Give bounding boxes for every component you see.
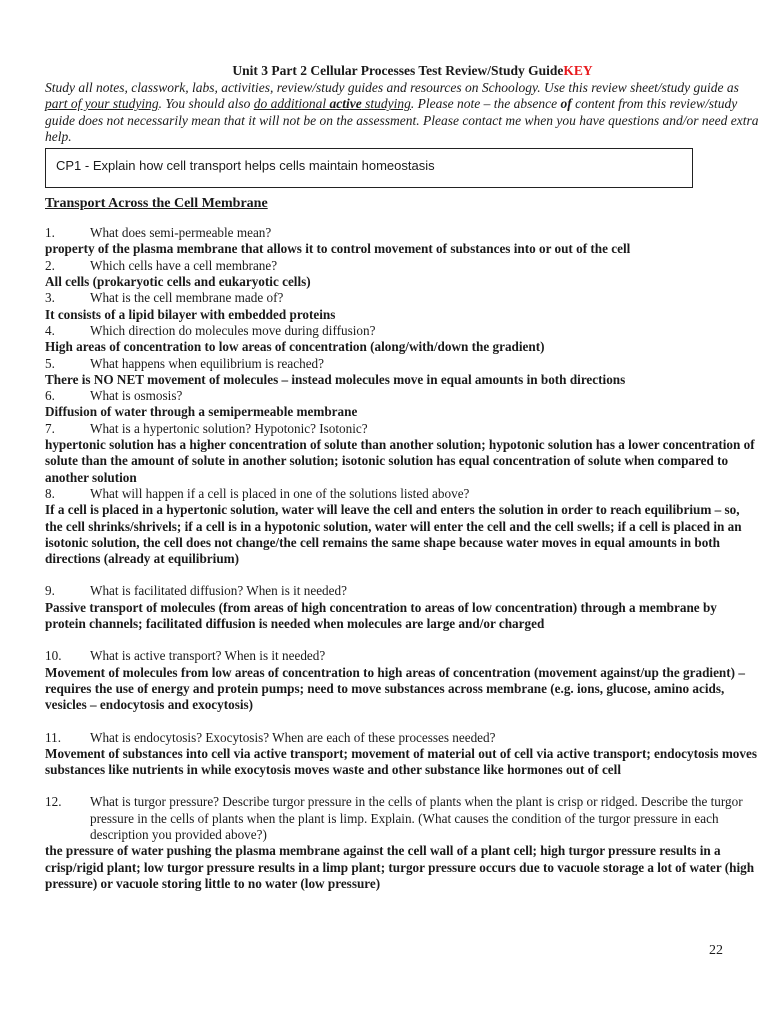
- question-item: [45, 388, 760, 421]
- question-item: [45, 486, 760, 567]
- question-number: 1.: [45, 225, 55, 241]
- document-title: [45, 63, 760, 79]
- question-item: [45, 794, 760, 892]
- question-number: 9.: [45, 583, 55, 599]
- question-number: 10.: [45, 648, 62, 664]
- question-list: [45, 225, 760, 892]
- intro-underlined: studying: [361, 96, 411, 112]
- question-item: [45, 648, 760, 713]
- answer: If a cell is placed in a hypertonic solution, water will leave the cell and enters the solution in order to reach equilibrium – so, the cell shrinks/shrivels; if a cell is in a hypotonic solution, water will enter the cell and the cell swells; if a cell is placed in an isotonic solution, the cell does not change/the cell remains the same shape because water moves in equal amounts in both directions (already at equilibrium): [45, 502, 742, 567]
- question-item: [45, 730, 760, 779]
- title-text: Unit 3 Part 2 Cellular Processes Test Review/Study Guide: [232, 63, 564, 78]
- question: [45, 421, 760, 437]
- question-text: Which direction do molecules move during diffusion?: [90, 322, 376, 338]
- answer: Movement of substances into cell via active transport; movement of material out of cell via active transport; endocytosis moves substances like nutrients in while exocytosis moves waste and other substance like hormones out of cell: [45, 745, 757, 778]
- question-item: [45, 258, 760, 291]
- intro-bold: of: [560, 96, 572, 112]
- question-text: What is active transport? When is it needed?: [90, 648, 326, 664]
- objective-text: CP1 - Explain how cell transport helps cells maintain homeostasis: [56, 158, 435, 174]
- question-number: 7.: [45, 420, 55, 436]
- answer: hypertonic solution has a higher concentration of solute than another solution; hypotonic solution has a lower concentration of solute than the amount of solute in another solution; isotonic solution has equal concentration of solute when compared to another solution: [45, 437, 755, 485]
- answer: There is NO NET movement of molecules – instead molecules move in equal amounts in both directions: [45, 371, 626, 387]
- document-page: [45, 63, 760, 892]
- question-item: [45, 323, 760, 356]
- intro-text: Study all notes, classwork, labs, activities, review/study guides and resources on Schoology. Use this review sheet/study guide as: [45, 80, 739, 95]
- question: [45, 794, 760, 843]
- question-number: 11.: [45, 729, 61, 745]
- question: [45, 323, 760, 339]
- question-number: 5.: [45, 355, 55, 371]
- question-text: What will happen if a cell is placed in one of the solutions listed above?: [90, 485, 470, 501]
- question-text: Which cells have a cell membrane?: [90, 257, 278, 273]
- question: [45, 225, 760, 241]
- section-heading: Transport Across the Cell Membrane: [45, 196, 268, 212]
- answer: Movement of molecules from low areas of concentration to high areas of concentration (movement against/up the gradient) – requires the use of energy and protein pumps; need to move substances across membrane (e.g. ions, glucose, amino acids, vesicles – endocytosis and exocytosis): [45, 664, 745, 713]
- question-item: [45, 421, 760, 486]
- intro-underlined: do additional: [253, 96, 330, 112]
- answer: the pressure of water pushing the plasma membrane against the cell wall of a plant cell; high turgor pressure results in a crisp/rigid plant; low turgor pressure results in a limp plant; turgor pressure occurs due to vacuole storage a lot of water (high pressure) or vacuole storing little to no water (low pressure): [45, 843, 755, 891]
- question-item: [45, 356, 760, 389]
- question-text: What happens when equilibrium is reached?: [90, 355, 324, 371]
- question-text: What is osmosis?: [90, 388, 183, 404]
- answer: It consists of a lipid bilayer with embedded proteins: [45, 306, 336, 322]
- objective-box: [45, 148, 693, 188]
- question-text: What is turgor pressure? Describe turgor pressure in the cells of plants when the plant is crisp or ridged. Describe the turgor pressure in the cells of plants when the plant is limp. Explain. (What causes the condition of the turgor pressure in each description you provided above?): [90, 794, 743, 842]
- question: [45, 356, 760, 372]
- question-number: 12.: [45, 794, 62, 810]
- question: [45, 648, 760, 664]
- intro-underlined: part of your studying: [45, 96, 159, 112]
- intro-text: . You should also: [158, 96, 254, 112]
- intro-emphasis: active: [329, 96, 362, 112]
- question-text: What is facilitated diffusion? When is it needed?: [90, 583, 347, 599]
- question-number: 2.: [45, 257, 55, 273]
- intro-text: content from this review/study guide does not necessarily mean that it will not be on the assessment. Please contact me when you have questions and/or need extra help.: [45, 96, 759, 144]
- question: [45, 388, 760, 404]
- answer: Passive transport of molecules (from areas of high concentration to areas of low concentration) through a membrane by protein channels; facilitated diffusion is needed when molecules are large and/or charged: [45, 599, 717, 632]
- answer: property of the plasma membrane that allows it to control movement of substances into or out of the cell: [45, 241, 631, 257]
- question-item: [45, 583, 760, 632]
- question-text: What is a hypertonic solution? Hypotonic? Isotonic?: [90, 420, 368, 436]
- intro-text: . Please note – the absence: [410, 96, 561, 112]
- question-number: 8.: [45, 485, 55, 501]
- question: [45, 258, 760, 274]
- key-label: KEY: [563, 63, 593, 78]
- question: [45, 290, 760, 306]
- page-number: 22: [709, 943, 723, 958]
- question: [45, 486, 760, 502]
- question: [45, 730, 760, 746]
- answer: Diffusion of water through a semipermeable membrane: [45, 404, 358, 420]
- question-text: What does semi-permeable mean?: [90, 225, 272, 241]
- question-number: 6.: [45, 388, 55, 404]
- question-text: What is endocytosis? Exocytosis? When are each of these processes needed?: [90, 729, 496, 745]
- question-text: What is the cell membrane made of?: [90, 290, 284, 306]
- answer: All cells (prokaryotic cells and eukaryotic cells): [45, 274, 311, 290]
- intro-paragraph: [45, 80, 760, 145]
- question-number: 3.: [45, 290, 55, 306]
- question-item: [45, 225, 760, 258]
- question-number: 4.: [45, 322, 55, 338]
- answer: High areas of concentration to low areas of concentration (along/with/down the gradient): [45, 339, 545, 355]
- question-item: [45, 290, 760, 323]
- question: [45, 583, 760, 599]
